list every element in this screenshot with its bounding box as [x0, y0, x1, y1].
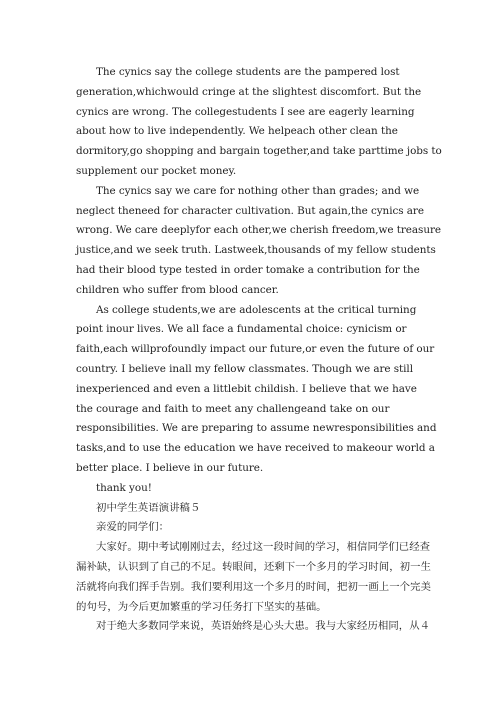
text-line: better place. I believe in our future.: [76, 461, 264, 474]
text-line: cynics are wrong. The collegestudents I see are eagerly learning: [76, 105, 415, 118]
text-line: point inour lives. We all face a fundamental choice: cynicism or: [76, 323, 407, 336]
text-line: wrong. We care deeplyfor each other,we cherish freedom,we treasure: [76, 224, 441, 237]
text-line: responsibilities. We are preparing to assume newresponsibilities and: [76, 422, 437, 435]
text-line: 活就将向我们挥手告别。我们要利用这一个多月的时间，把初一画上一个完美: [76, 580, 431, 593]
text-line: The cynics say we care for nothing other than grades; and we: [96, 184, 420, 197]
text-line: The cynics say the college students are the pampered lost: [96, 66, 400, 78]
text-line: country. I believe inall my fellow classmates. Though we are still: [76, 362, 413, 375]
text-line: tasks,and to use the education we have received to makeour world a: [76, 442, 435, 455]
text-line: 亲爱的同学们：: [96, 521, 170, 534]
text-line: neglect theneed for character cultivation. But again,the cynics are: [76, 204, 424, 217]
text-line: the courage and faith to meet any challengeand take on our: [76, 402, 390, 415]
text-line: 对于绝大多数同学来说，英语始终是心头大患。我与大家经历相同，从４: [96, 620, 431, 633]
text-line: faith,each willprofoundly impact our future,or even the future of our: [76, 343, 435, 356]
text-line: As college students,we are adolescents at the critical turning: [96, 303, 417, 316]
text-line: inexperienced and even a littlebit childish. I believe that we have: [76, 382, 417, 395]
text-line: supplement our pocket money.: [76, 164, 237, 177]
text-line: justice,and we seek truth. Lastweek,thousands of my fellow students: [76, 244, 436, 257]
text-line: about how to live independently. We helpeach other clean the: [76, 125, 398, 138]
text-line: 漏补缺，认识到了自己的不足。转眼间，还剩下一个多月的学习时间，初一生: [76, 560, 431, 573]
text-line: children who suffer from blood cancer.: [76, 283, 279, 296]
text-line: generation,whichwould cringe at the slightest discomfort. But the: [76, 85, 422, 98]
text-line: thank you!: [96, 481, 152, 494]
text-line: had their blood type tested in order tomake a contribution for the: [76, 263, 420, 276]
text-line: 大家好。期中考试刚刚过去，经过这一段时间的学习，相信同学们已经查: [96, 541, 431, 554]
text-line: 初中学生英语演讲稿５: [96, 501, 201, 514]
text-line: dormitory,go shopping and bargain together,and take parttime jobs to: [76, 145, 442, 158]
text-line: 的句号，为今后更加繁重的学习任务打下坚实的基础。: [76, 600, 327, 613]
